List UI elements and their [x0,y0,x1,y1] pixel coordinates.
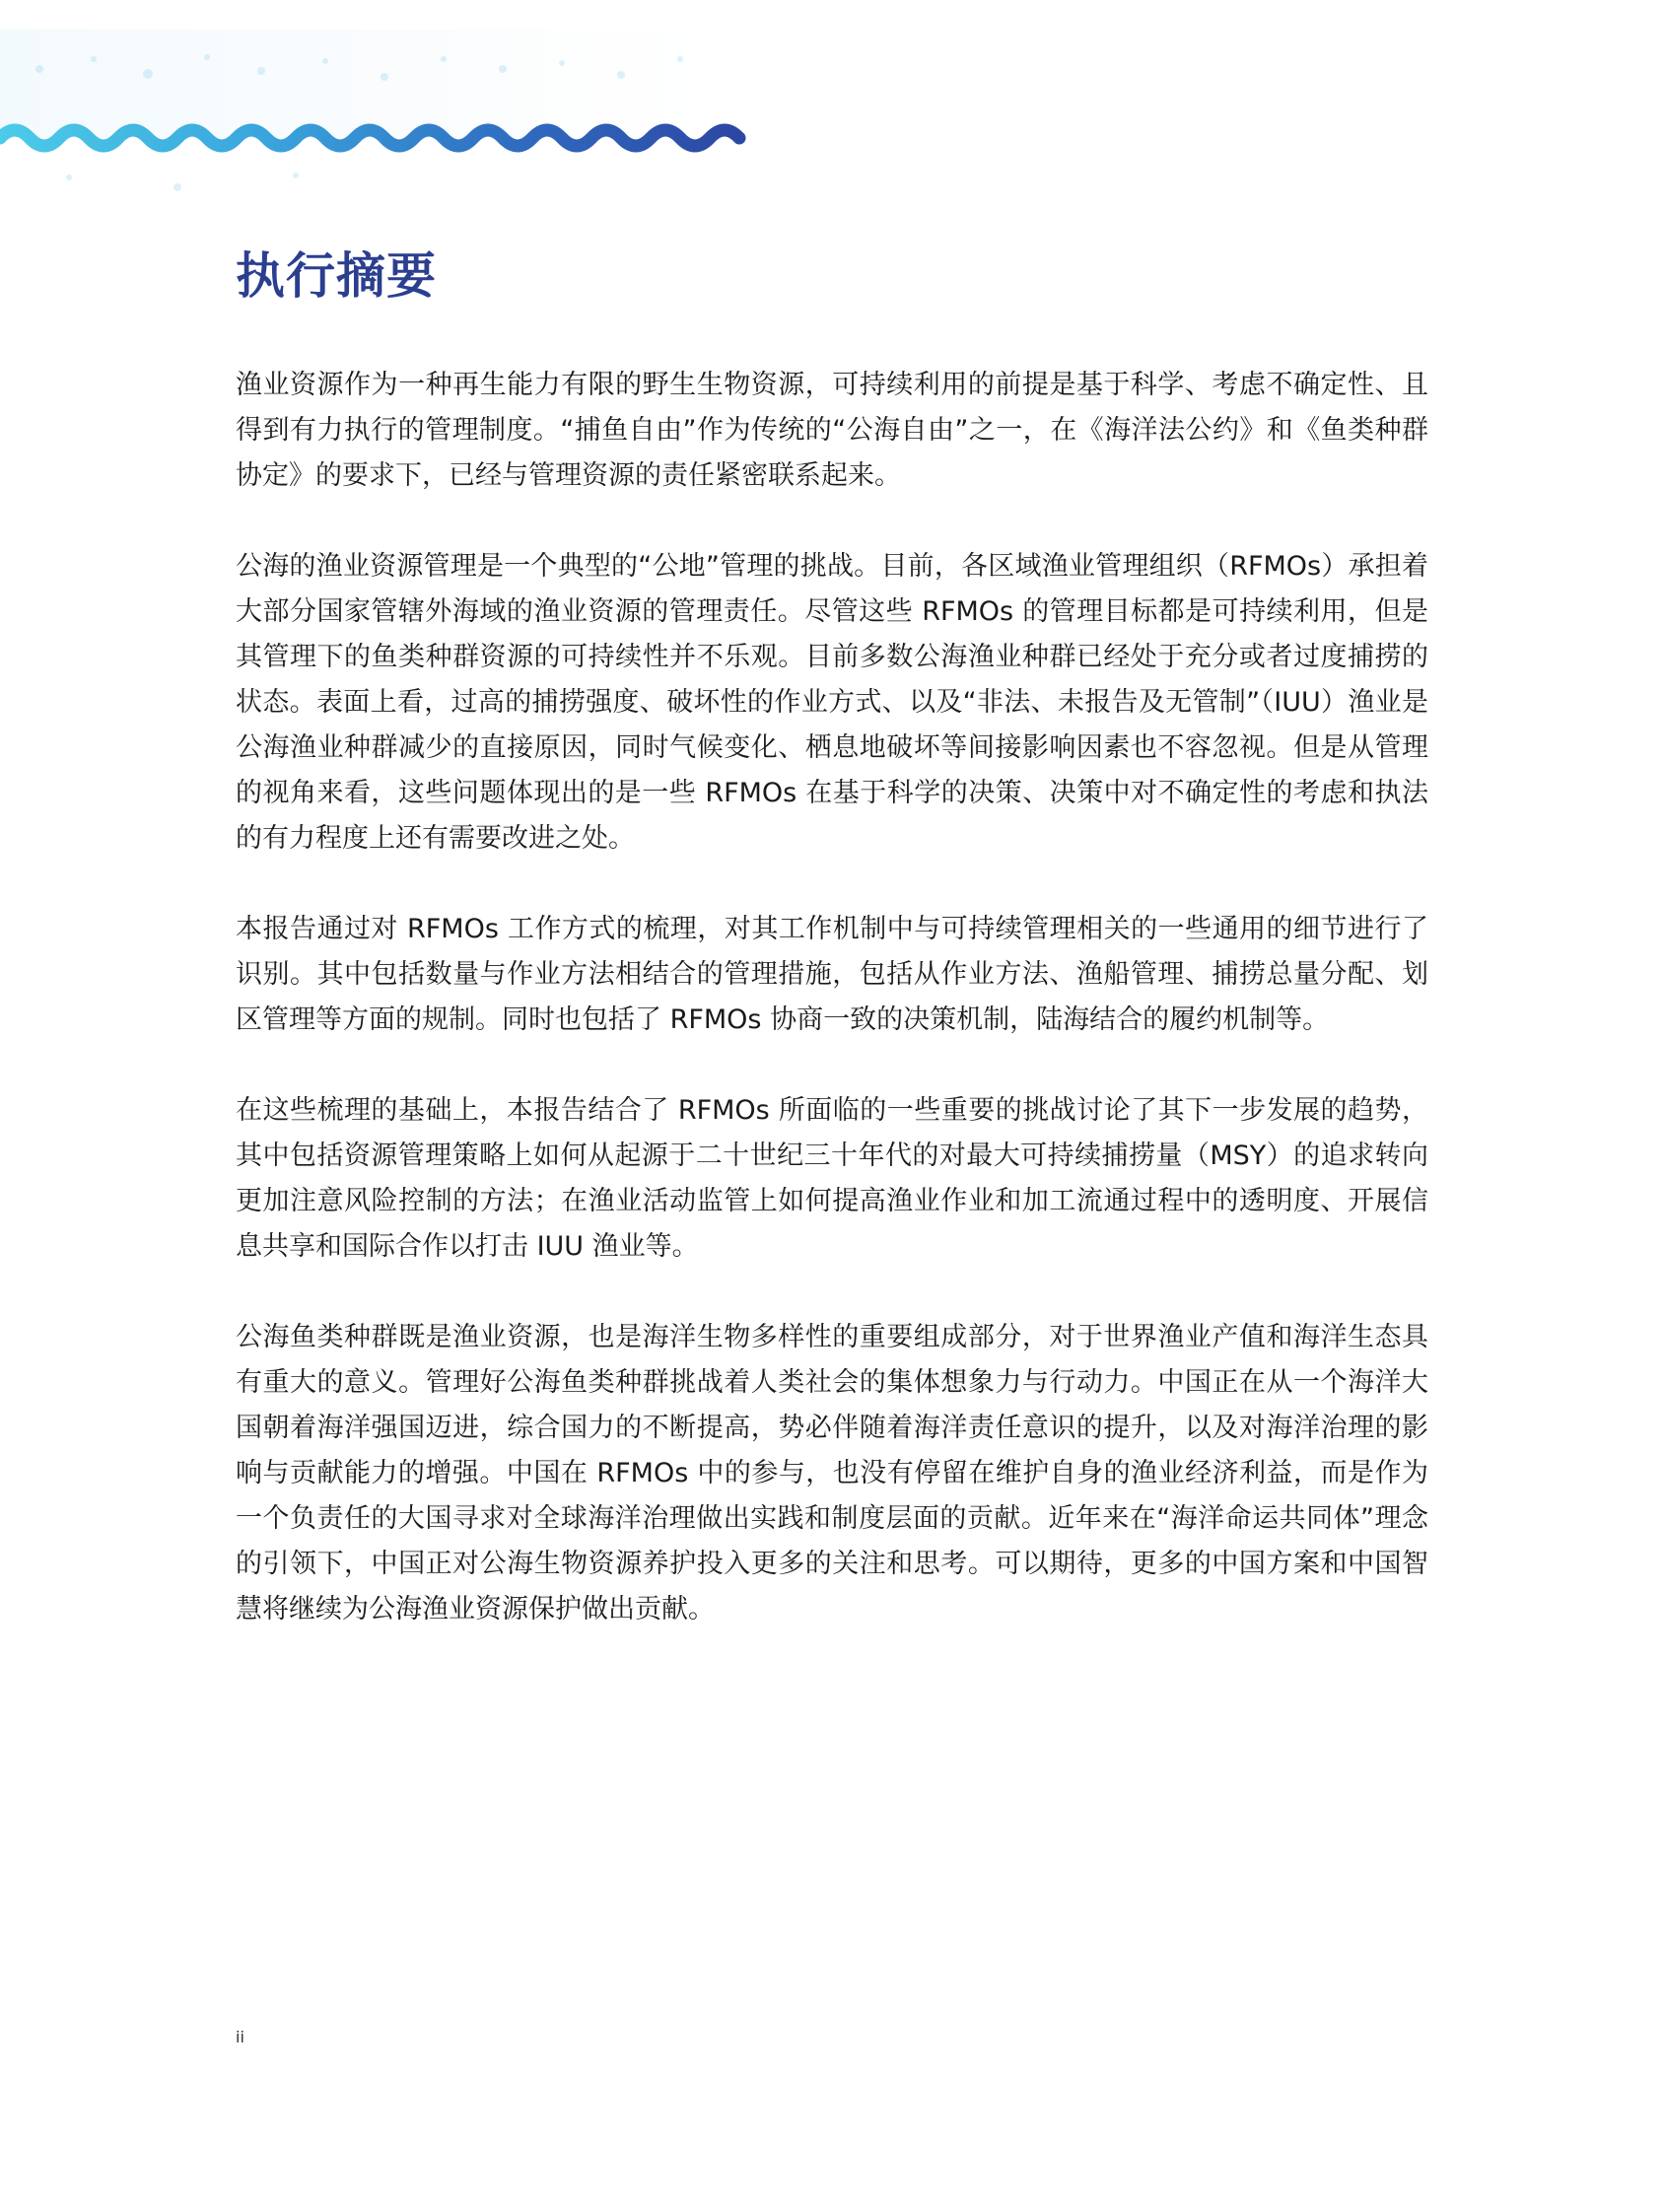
paragraph-2: 公海的渔业资源管理是一个典型的“公地”管理的挑战。目前，各区域渔业管理组织（RFMOs）承担着大部分国家管辖外海域的渔业资源的管理责任。尽管这些 RFMOs 的管理目标都是可持续利用，但是其管理下的鱼类种群资源的可持续性并不乐观。目前多数公海渔业种群已经处于充分或者过度捕捞的状态。表面上看，过高的捕捞强度、破坏性的作业方式、以及“非法、未报告及无管制”（IUU）渔业是公海渔业种群减少的直接原因，同时气候变化、栖息地破坏等间接影响因素也不容忽视。但是从管理的视角来看，这些问题体现出的是一些 RFMOs 在基于科学的决策、决策中对不确定性的考虑和执法的有力程度上还有需要改进之处。 [236,551,1428,854]
paragraph-4: 在这些梳理的基础上，本报告结合了 RFMOs 所面临的一些重要的挑战讨论了其下一步发展的趋势，其中包括资源管理策略上如何从起源于二十世纪三十年代的对最大可持续捕捞量（MSY）的追求转向更加注意风险控制的方法；在渔业活动监管上如何提高渔业作业和加工流通过程中的透明度、开展信息共享和国际合作以打击 IUU 渔业等。 [236,1095,1428,1262]
wave-decoration [0,0,1663,237]
main-content [236,237,1428,1632]
page-number: ii [236,2028,244,2046]
paragraph-3: 本报告通过对 RFMOs 工作方式的梳理，对其工作机制中与可持续管理相关的一些通用的细节进行了识别。其中包括数量与作业方法相结合的管理措施，包括从作业方法、渔船管理、捕捞总量分配、划区管理等方面的规制。同时也包括了 RFMOs 协商一致的决策机制，陆海结合的履约机制等。 [236,914,1428,1035]
page-title: 执行摘要 [236,247,437,305]
paragraph-5: 公海鱼类种群既是渔业资源，也是海洋生物多样性的重要组成部分，对于世界渔业产值和海洋生态具有重大的意义。管理好公海鱼类种群挑战着人类社会的集体想象力与行动力。中国正在从一个海洋大国朝着海洋强国迈进，综合国力的不断提高，势必伴随着海洋责任意识的提升，以及对海洋治理的影响与贡献能力的增强。中国在 RFMOs 中的参与，也没有停留在维护自身的渔业经济利益，而是作为一个负责任的大国寻求对全球海洋治理做出实践和制度层面的贡献。近年来在“海洋命运共同体”理念的引领下，中国正对公海生物资源养护投入更多的关注和思考。可以期待，更多的中国方案和中国智慧将继续为公海渔业资源保护做出贡献。 [236,1322,1428,1624]
paragraph-1: 渔业资源作为一种再生能力有限的野生生物资源，可持续利用的前提是基于科学、考虑不确定性、且得到有力执行的管理制度。“捕鱼自由”作为传统的“公海自由”之一，在《海洋法公约》和《鱼类种群协定》的要求下，已经与管理资源的责任紧密联系起来。 [236,370,1428,491]
